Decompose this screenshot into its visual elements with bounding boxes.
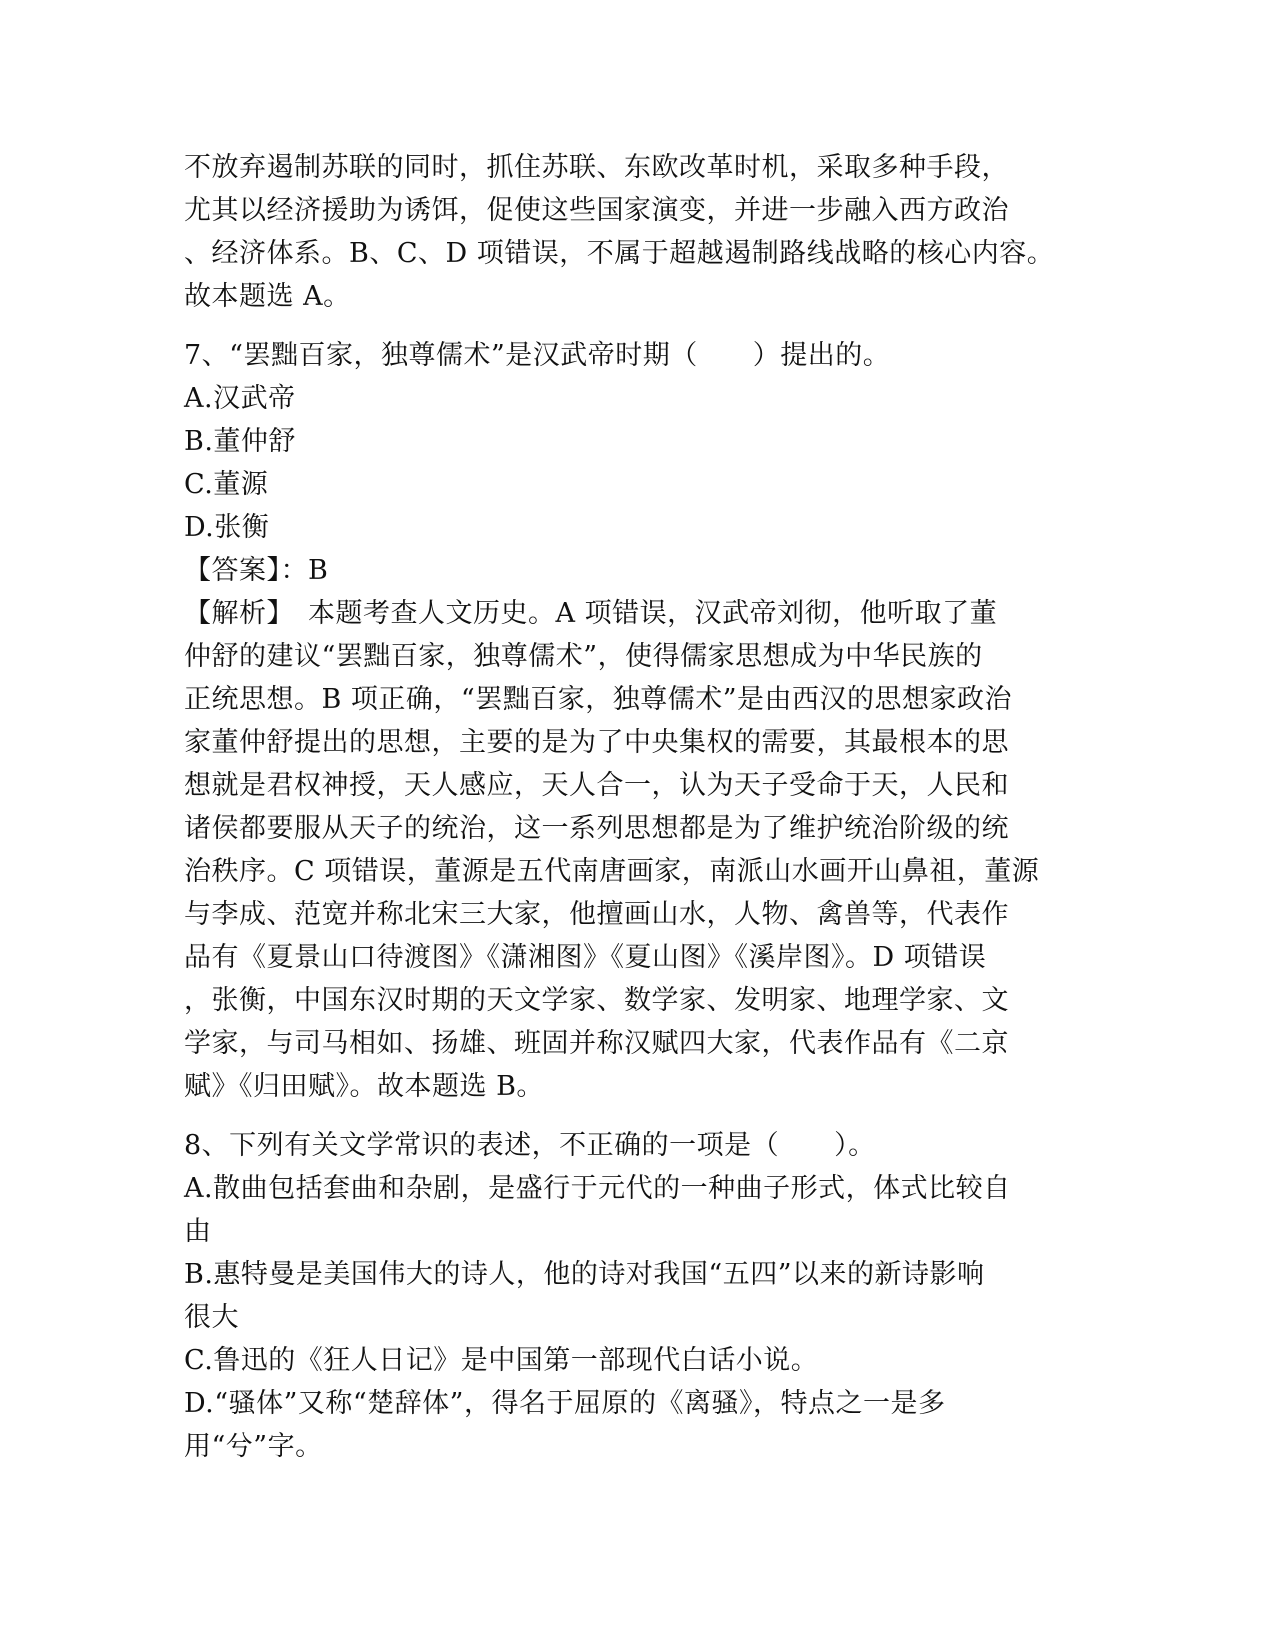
analysis-line: 赋》《归田赋》。故本题选 B。 xyxy=(184,1071,544,1102)
answer: 【答案】：B xyxy=(184,555,329,586)
option-d: D.“骚体”又称“楚辞体”，得名于屈原的《离骚》，特点之一是多 xyxy=(184,1388,946,1419)
analysis-line: 不放弃遏制苏联的同时，抓住苏联、东欧改革时机，采取多种手段， xyxy=(184,152,1009,183)
question-7 xyxy=(184,334,1064,1108)
analysis-line: 故本题选 A。 xyxy=(184,281,351,312)
option-a-continued: 由 xyxy=(184,1216,212,1247)
option-b: B.董仲舒 xyxy=(184,426,296,457)
option-d: D.张衡 xyxy=(184,512,270,543)
previous-analysis-continuation xyxy=(184,146,1064,318)
analysis-line: 仲舒的建议“罢黜百家，独尊儒术”，使得儒家思想成为中华民族的 xyxy=(184,641,983,672)
option-d-continued: 用“兮”字。 xyxy=(184,1431,323,1462)
question-8 xyxy=(184,1124,1064,1468)
spacer xyxy=(184,1108,1064,1124)
analysis xyxy=(184,592,1064,1108)
analysis-line: 品有《夏景山口待渡图》《潇湘图》《夏山图》《溪岸图》。D 项错误 xyxy=(184,942,987,973)
analysis-line: 、经济体系。B、C、D 项错误，不属于超越遏制路线战略的核心内容。 xyxy=(184,238,1055,269)
option-b-continued: 很大 xyxy=(184,1302,239,1333)
analysis-line: 【解析】 本题考查人文历史。A 项错误，汉武帝刘彻，他听取了董 xyxy=(184,598,998,629)
analysis-line: ，张衡，中国东汉时期的天文学家、数学家、发明家、地理学家、文 xyxy=(184,985,1009,1016)
question-stem: 7、“罢黜百家，独尊儒术”是汉武帝时期（ ）提出的。 xyxy=(184,340,891,371)
analysis-line: 诸侯都要服从天子的统治，这一系列思想都是为了维护统治阶级的统 xyxy=(184,813,1009,844)
analysis-line: 想就是君权神授，天人感应，天人合一，认为天子受命于天，人民和 xyxy=(184,770,1009,801)
spacer xyxy=(184,318,1064,334)
question-stem: 8、下列有关文学常识的表述，不正确的一项是（ ）。 xyxy=(184,1130,876,1161)
analysis-line: 正统思想。B 项正确，“罢黜百家，独尊儒术”是由西汉的思想家政治 xyxy=(184,684,1013,715)
option-b: B.惠特曼是美国伟大的诗人，他的诗对我国“五四”以来的新诗影响 xyxy=(184,1259,985,1290)
analysis-line: 与李成、范宽并称北宋三大家，他擅画山水，人物、禽兽等，代表作 xyxy=(184,899,1009,930)
analysis-line: 学家，与司马相如、扬雄、班固并称汉赋四大家，代表作品有《二京 xyxy=(184,1028,1009,1059)
option-c: C.董源 xyxy=(184,469,269,500)
analysis-line: 家董仲舒提出的思想，主要的是为了中央集权的需要，其最根本的思 xyxy=(184,727,1009,758)
option-a: A.散曲包括套曲和杂剧，是盛行于元代的一种曲子形式，体式比较自 xyxy=(184,1173,1011,1204)
analysis-line: 尤其以经济援助为诱饵，促使这些国家演变，并进一步融入西方政治 xyxy=(184,195,1009,226)
option-a: A.汉武帝 xyxy=(184,383,296,414)
option-c: C.鲁迅的《狂人日记》是中国第一部现代白话小说。 xyxy=(184,1345,819,1376)
analysis-line: 治秩序。C 项错误，董源是五代南唐画家，南派山水画开山鼻祖，董源 xyxy=(184,856,1040,887)
document-page xyxy=(184,146,1064,1468)
